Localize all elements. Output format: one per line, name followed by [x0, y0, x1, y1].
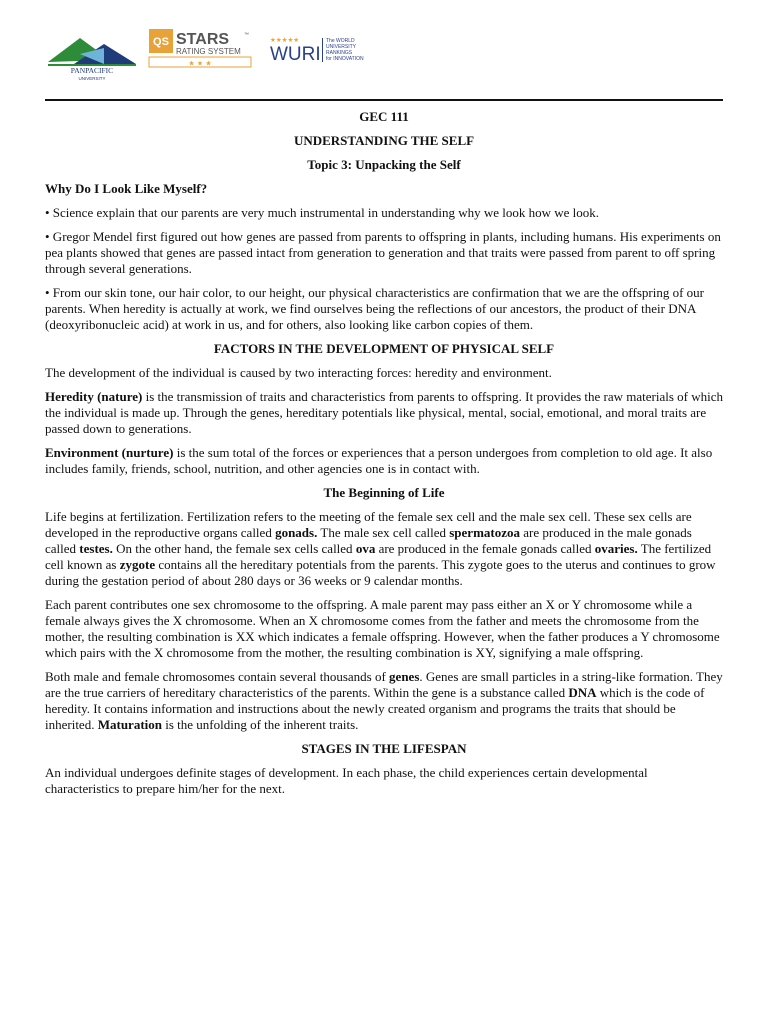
bullet-mendel: • Gregor Mendel first figured out how genes are passed from parents to offspring in plants, including humans. His experiments on pea plants showed that genes are passed intact from generation to generation and that traits were passed from parent to off spring through several generations. [45, 229, 721, 276]
term-ova: ova [355, 541, 376, 556]
bullet-science: • Science explain that our parents are very much instrumental in understanding why we look how we look. [45, 205, 600, 220]
wuri-star-icons: ★★★★★ [270, 36, 300, 44]
wuri-logo [270, 34, 380, 66]
course-code: GEC 111 [359, 109, 409, 124]
qs-stars-logo [148, 28, 252, 68]
environment-paragraph [45, 445, 723, 477]
stages-paragraph: An individual undergoes definite stages of development. In each phase, the child experiences certain developmental characteristics to prepare him/her for the next. [45, 765, 648, 796]
environment-text: is the sum total of the forces or experiences that a person undergoes from completion to old age. It also includes family, friends, school, nutrition, and other agencies one is in contact with. [45, 445, 713, 476]
term-dna: DNA [568, 685, 597, 700]
text-run: are produced in the female gonads called [375, 541, 595, 556]
panpacific-university-logo [44, 30, 140, 82]
header-logos [44, 24, 444, 88]
qs-brand: QS [153, 36, 169, 48]
text-run: The male sex cell called [317, 525, 450, 540]
term-ovaries: ovaries. [594, 541, 638, 556]
factors-intro: The development of the individual is caused by two interacting forces: heredity and environment. [45, 365, 552, 380]
text-run: are produced in the male gonads called [45, 525, 692, 556]
environment-term: Environment (nurture) [45, 445, 174, 460]
text-run: which is the code of heredity. It contains information and instructions about the newly created organism and programs the traits that should be inherited. [45, 685, 705, 732]
text-run: Life begins at fertilization. Fertilization refers to the meeting of the female sex cell and the male sex cell. These sex cells are developed in the reproductive organs called [45, 509, 692, 540]
qs-stars-word: STARS [176, 31, 230, 48]
wuri-tagline-4: for INNOVATION [326, 56, 364, 62]
stages-heading: STAGES IN THE LIFESPAN [301, 741, 467, 756]
pup-name: PANPACIFIC [70, 66, 114, 75]
document-body [45, 109, 723, 805]
factors-heading: FACTORS IN THE DEVELOPMENT OF PHYSICAL SELF [213, 341, 555, 356]
text-run: contains all the hereditary potentials from the parents. This zygote goes to the uterus and continues to grow during the gestation period of about 280 days or 36 weeks or 9 calendar months. [45, 557, 716, 588]
wuri-tagline-3: RANKINGS [326, 50, 353, 56]
term-testes: testes. [79, 541, 113, 556]
qs-star-icons: ★ ★ ★ [188, 59, 212, 68]
beginning-heading: The Beginning of Life [323, 485, 445, 500]
term-genes: genes [389, 669, 420, 684]
header-divider [45, 99, 723, 101]
wuri-tagline-2: UNIVERSITY [326, 44, 357, 50]
text-run: is the unfolding of the inherent traits. [162, 717, 359, 732]
fertilization-paragraph [45, 509, 723, 589]
question-heading: Why Do I Look Like Myself? [45, 181, 208, 196]
heredity-paragraph [45, 389, 723, 437]
qs-tm: ™ [244, 32, 249, 38]
term-maturation: Maturation [97, 717, 162, 732]
text-run: . Genes are small particles in a string-like formation. They are the true carriers of hereditary characteristics of the parents. Within the gene is a substance called [45, 669, 723, 700]
qs-rating-system: RATING SYSTEM [176, 47, 241, 56]
term-zygote: zygote [119, 557, 156, 572]
topic-title: Topic 3: Unpacking the Self [307, 157, 461, 172]
wuri-name: WURI [270, 44, 321, 65]
heredity-term: Heredity (nature) [45, 389, 143, 404]
text-run: The fertilized cell known as [45, 541, 712, 572]
term-gonads: gonads. [275, 525, 318, 540]
genes-paragraph [45, 669, 723, 733]
text-run: Both male and female chromosomes contain several thousands of [45, 669, 390, 684]
text-run: On the other hand, the female sex cells called [112, 541, 356, 556]
term-spermatozoa: spermatozoa [449, 525, 520, 540]
bullet-characteristics: • From our skin tone, our hair color, to our height, our physical characteristics are confirmation that we are the offspring of our parents. When heredity is actually at work, we find ourselves being the reflections of our ancestors, the product of their DNA (deoxyribonucleic acid) at work in us, and for others, also looking like carbon copies of them. [45, 285, 705, 332]
wuri-tagline-1: The WORLD [326, 38, 355, 44]
chromosome-paragraph: Each parent contributes one sex chromosome to the offspring. A male parent may pass either an X or Y chromosome while a female always gives the X chromosome. When an X chromosome comes from the father and meets the chromosome from the mother, the resulting combination is XX which indicates a female offspring. However, when the father produces a Y chromosome which pairs with the X chromosome from the mother, the resulting combination is XY, signifying a male offspring. [45, 597, 720, 660]
course-title: UNDERSTANDING THE SELF [293, 133, 475, 148]
pup-sub: UNIVERSITY [78, 76, 106, 81]
heredity-text: is the transmission of traits and characteristics from parents to offspring. It provides the raw materials of which the individual is made up. Through the genes, hereditary potentials like physical, mental, social, emotional, and moral traits are passed down to generations. [45, 389, 724, 436]
